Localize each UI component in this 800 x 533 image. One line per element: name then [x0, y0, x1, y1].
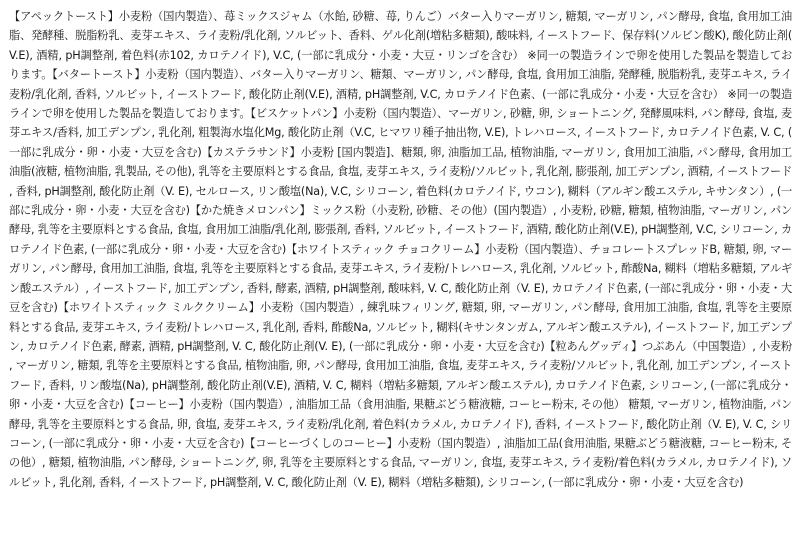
product-title: 【コーヒー】 [123, 398, 190, 412]
ingredient-list: ミックス粉（小麦粉, 砂糖、その他）(国内製造）, 小麦粉, 砂糖, 糖類, 植物油脂, マーガリン, パン酵母, 乳等を主要原料とする食品, 食塩, 食用加工油脂/乳化剤, 膨張剤, 香料, ソルビット, イーストフード, 酒精, 酸化防止剤(V.E), pH調整剤, V.C, シリコーン, カロテノイド色素, (一部に乳成分・卵・小麦・大豆を含む) [9, 204, 792, 256]
ingredient-list: 小麦粉（国内製造）、マーガリン, 砂糖, 卵, ショートニング, 発酵風味料, パン酵母, 食塩, 麦芽エキス/香料, 加工デンプン, 乳化剤, 粗製海水塩化Mg, 酸化防止剤（V.C, ヒマワリ種子抽出物, V.E), トレハロース, イーストフード, カロテノイド色素, V. C, (一部に乳成分・卵・小麦・大豆を含む) [9, 107, 792, 159]
ingredient-list: 小麦粉 [国内製造]、糖類, 卵, 油脂加工品, 植物油脂, マーガリン, 食用加工油脂, パン酵母, 食用加工油脂(液糖, 植物油脂, 乳製品, その他), 乳等を主要原料とする食品, 食塩, 麦芽エキス, ライ麦粉/ソルビット, 乳化剤, 膨張剤, 加工デンプン, 酒精, イーストフード, 香料, pH調整剤, 酸化防止剤（V. E), セルロース, リン酸塩(Na), V.C, シリコーン, 着色料(カロテノイド, ウコン), 糊料（アルギン酸エステル, キサンタン）, (一部に乳成分・卵・小麦・大豆を含む) [9, 145, 792, 218]
product-title: 【カステラサンド】 [201, 145, 301, 159]
allergen-note: ※同一の製造ラインで卵を使用した製品を製造しております。 [9, 48, 792, 82]
ingredient-entry-butter-toast [9, 68, 792, 100]
allergen-note: ※同一の製造ラインで卵を使用した製品を製造しております。 [9, 87, 792, 121]
product-title: 【粒あんグッディ】 [544, 339, 643, 353]
ingredient-list: 小麦粉（国内製造）、チョコレートスプレッドB, 糖類, 卵, マーガリン, パン酵母, 食用加工油脂, 食塩, 乳等を主要原料とする食品, 麦芽エキス, ライ麦粉/トレハロース, 乳化剤, ソルビット, 酢酸Na, 糊料（増粘多糖類, アルギン酸エステル）, イーストフード, 加工デンプン, 香料, 酵素, 酒精, pH調整剤, 酸味料, V. C, 酸化防止剤（V. E), カロテノイド色素, (一部に乳成分・卵・小麦・大豆を含む) [9, 242, 792, 315]
ingredient-list: 小麦粉（国内製造）, 練乳味フィリング, 糖類, 卵, マーガリン, パン酵母, 食用加工油脂, 食塩, 乳等を主要原料とする食品, 麦芽エキス, ライ麦粉/トレハロース, 乳化剤, 香料, 酢酸Na, ソルビット, 糊料(キサンタンガム, アルギン酸エステル), イーストフード, 加工デンプン, カロテノイド色素, 酵素, 酒精, pH調整剤, V. C, 酸化防止剤(V. E), (一部に乳成分・卵・小麦・大豆を含む) [9, 301, 792, 353]
product-title: 【ビスケットパン】 [250, 107, 344, 121]
ingredient-list: 小麦粉（国内製造）、バター入りマーガリン、糖類、マーガリン, パン酵母, 食塩, 食用加工油脂, 発酵種, 脱脂粉乳, 麦芽エキス, ライ麦粉/乳化剤, 香料, ソルビット, イーストフード, 酸化防止剤(V.E), 酒精, pH調整剤, V.C, カロテノイド色素、(一部に乳成分・小麦・大豆を含む） [9, 68, 792, 101]
product-title: 【ホワイトスティック ミルククリーム】 [57, 301, 260, 315]
product-title: 【バタートースト】 [52, 68, 146, 82]
product-title: 【コーヒーづくしのコーヒー】 [244, 436, 398, 450]
ingredient-list: つぶあん（中国製造）, 小麦粉, マーガリン, 糖類, 乳等を主要原料とする食品, 植物油脂, 卵, パン酵母, 食用加工油脂, 食塩, 麦芽エキス, ライ麦粉/ソルビット, 乳化剤, 加工デンプン, イーストフード, 香料, リン酸塩(Na), pH調整剤, 酸化防止剤(V.E), 酒精, V. C, 糊料（増粘多糖類, アルギン酸エステル), カロテノイド色素, シリコーン, (一部に乳成分・卵・小麦・大豆を含む) [9, 339, 792, 412]
ingredient-list: 小麦粉（国内製造）, 油脂加工品(食用油脂, 果糖ぶどう糖液糖, コーヒー粉末, その他）, 糖類, 植物油脂, パン酵母, ショートニング, 卵, 乳等を主要原料とする食品, マーガリン, 食塩, 麦芽エキス, ライ麦粉/着色料(カラメル, カロテノイド), ソルビット, 乳化剤, 香料, イーストフード, pH調整剤, V. C, 酸化防止剤（V. E), 糊料（増粘多糖類), シリコーン, (一部に乳成分・卵・小麦・大豆を含む) [9, 436, 792, 489]
product-title: 【かた焼きメロンパン】 [189, 204, 311, 218]
product-title: 【ホワイトスティック チョコクリーム】 [286, 242, 486, 256]
product-title: 【アペックトースト】 [9, 10, 119, 23]
ingredient-list: 小麦粉（国内製造）, 油脂加工品（食用油脂, 果糖ぶどう糖液糖, コーヒー粉末, その他） 糖類, マーガリン, 植物油脂, パン酵母, 乳等を主要原料とする食品, 卵, 食塩, 麦芽エキス, ライ麦粉/乳化剤, 着色料(カラメル, カロテノイド), 香料, イーストフード, 酸化防止剤（V. E), V. C, シリコーン, (一部に乳成分・卵・小麦・大豆を含む) [9, 398, 792, 450]
ingredient-list: 小麦粉（国内製造）、苺ミックスジャム（水飴, 砂糖、苺, りんご）バター入りマーガリン, 糖類, マーガリン, パン酵母, 食塩, 食用加工油脂、発酵種、脱脂粉乳、麦芽エキス、ライ麦粉/乳化剤, ソルビット、香料、ゲル化剤(増粘多糖類), 酸味料, イーストフード、保存料(ソルビン酸K), 酸化防止剤(V.E), 酒精, pH調整剤, 着色料(赤102, カロテノイド), V.C, (一部に乳成分・小麦・大豆・リンゴを含む） [9, 10, 792, 62]
